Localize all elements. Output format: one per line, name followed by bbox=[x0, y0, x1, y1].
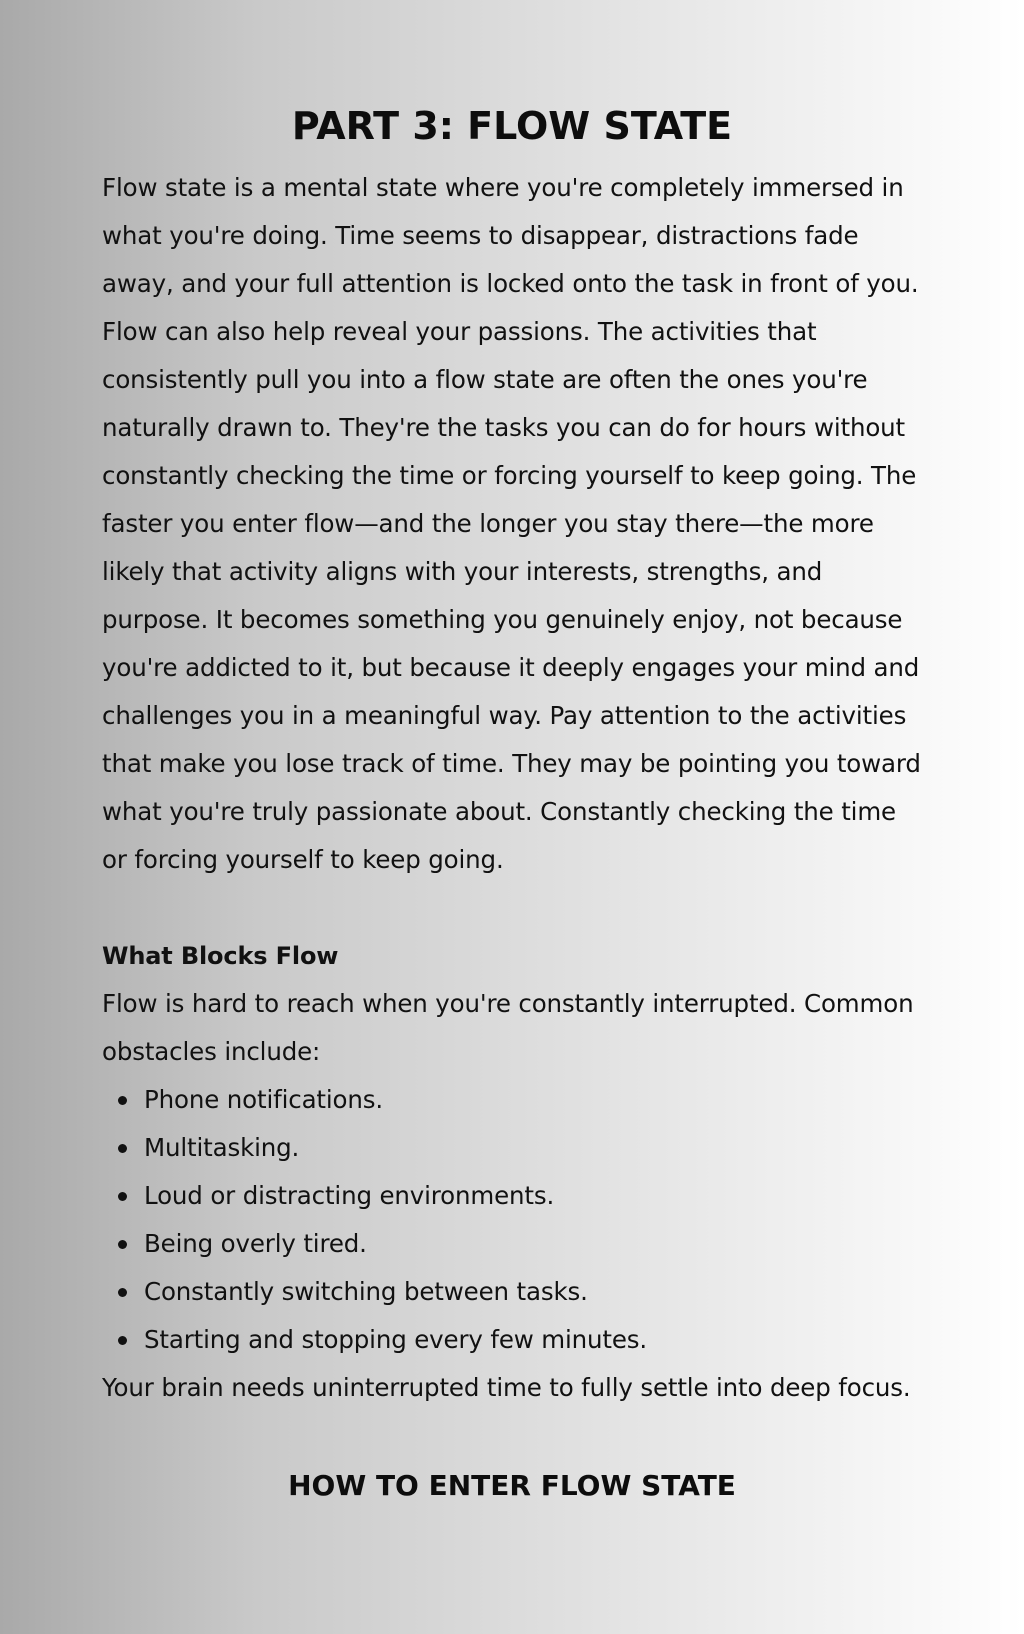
list-item-text: Being overly tired. bbox=[144, 1229, 367, 1258]
bullet-icon bbox=[118, 1192, 127, 1201]
list-item-text: Phone notifications. bbox=[144, 1085, 384, 1114]
body-content bbox=[102, 164, 922, 1412]
list-item bbox=[144, 1316, 922, 1364]
paragraph-spacer bbox=[102, 884, 922, 932]
list-item bbox=[144, 1220, 922, 1268]
obstacles-list bbox=[102, 1076, 922, 1364]
blocks-closing-paragraph: Your brain needs uninterrupted time to fully settle into deep focus. bbox=[102, 1373, 911, 1402]
list-item-text: Constantly switching between tasks. bbox=[144, 1277, 588, 1306]
subheading-what-blocks-flow: What Blocks Flow bbox=[102, 942, 339, 970]
list-item bbox=[144, 1124, 922, 1172]
list-item-text: Multitasking. bbox=[144, 1133, 300, 1162]
bullet-icon bbox=[118, 1240, 127, 1249]
list-item bbox=[144, 1076, 922, 1124]
intro-paragraph: Flow state is a mental state where you're completely immersed in what you're doing. Time seems to disappear, distractions fade away, and your full attention is locked onto the task in front of you. Flow can also help reveal your passions. The activities that consistently pull you into a flow state are often the ones you're naturally drawn to. They're the tasks you can do for hours without constantly checking the time or forcing yourself to keep going. The faster you enter flow—and the longer you stay there—the more likely that activity aligns with your interests, strengths, and purpose. It becomes something you genuinely enjoy, not because you're addicted to it, but because it deeply engages your mind and challenges you in a meaningful way. Pay attention to the activities that make you lose track of time. They may be pointing you toward what you're truly passionate about. Constantly checking the time or forcing yourself to keep going. bbox=[102, 173, 921, 874]
bullet-icon bbox=[118, 1288, 127, 1297]
list-item-text: Starting and stopping every few minutes. bbox=[144, 1325, 648, 1354]
blocks-lead-paragraph: Flow is hard to reach when you're constantly interrupted. Common obstacles include: bbox=[102, 989, 914, 1066]
list-item bbox=[144, 1268, 922, 1316]
bullet-icon bbox=[118, 1336, 127, 1345]
list-item bbox=[144, 1172, 922, 1220]
page-title: PART 3: FLOW STATE bbox=[291, 104, 733, 148]
bullet-icon bbox=[118, 1096, 127, 1105]
bullet-icon bbox=[118, 1144, 127, 1153]
list-item-text: Loud or distracting environments. bbox=[144, 1181, 555, 1210]
section-heading-how-to-enter-flow: HOW TO ENTER FLOW STATE bbox=[288, 1469, 736, 1502]
